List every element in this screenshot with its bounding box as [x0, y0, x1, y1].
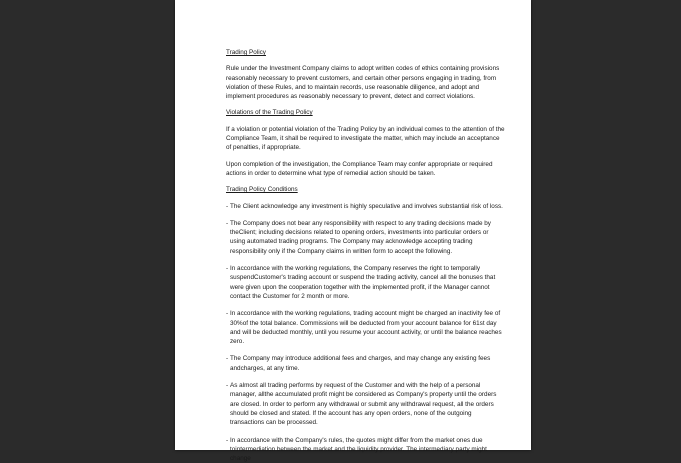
bullet-dash: - [226, 436, 230, 463]
condition-item [226, 202, 505, 211]
page-content [226, 48, 505, 463]
condition-text: The Client acknowledge any investment is highly speculative and involves substantial risk of loss. [230, 202, 505, 211]
section-heading-violations: Violations of the Trading Policy [226, 108, 505, 117]
condition-item [226, 219, 505, 256]
bullet-dash: - [226, 309, 230, 346]
bullet-dash: - [226, 264, 230, 301]
condition-text: In accordance with the Company's rules, the quotes might differ from the market ones due tointermediation between the market and the liquidity provider. The intermediary party might change [230, 436, 505, 463]
condition-item [226, 264, 505, 301]
bullet-dash: - [226, 219, 230, 256]
condition-text: In accordance with the working regulations, trading account might be charged an inactivity fee of 30%of the total balance. Commissions will be deducted from your account balance for 61st day and will be deducted monthly, until you resume your account activity, or until the balance reaches zero. [230, 309, 505, 346]
condition-item [226, 436, 505, 463]
condition-text: In accordance with the working regulations, the Company reserves the right to temporally suspendCustomer's trading account or suspend the trading activity, cancel all the bonuses that were given upon the cooperation together with the implemented profit, if the Manager cannot contact the Customer for 2 month or more. [230, 264, 505, 301]
bullet-dash: - [226, 354, 230, 373]
violations-paragraph-1: If a violation or potential violation of the Trading Policy by an individual comes to the attention of the Compliance Team, it shall be required to investigate the matter, which may include an acceptance of penalties, if appropriate. [226, 125, 505, 153]
condition-text: The Company may introduce additional fees and charges, and may change any existing fees andcharges, at any time. [230, 354, 505, 373]
condition-item [226, 354, 505, 373]
document-page [175, 0, 531, 450]
section-heading-trading-policy: Trading Policy [226, 48, 505, 57]
trading-policy-paragraph: Rule under the Investment Company claims to adopt written codes of ethics containing provisions reasonably necessary to prevent customers, and certain other persons engaging in trading, from violation of these Rules, and to maintain records, use reasonable diligence, and adopt and implement procedures as reasonably necessary to prevent, detect and correct violations. [226, 64, 505, 101]
condition-item [226, 309, 505, 346]
section-heading-conditions: Trading Policy Conditions [226, 185, 505, 194]
bullet-dash: - [226, 202, 230, 211]
bullet-dash: - [226, 381, 230, 427]
condition-text: The Company does not bear any responsibility with respect to any trading decisions made by theClient; including decisions related to opening orders, investments into particular orders or using automated trading programs. The Company may acknowledge accepting trading responsibility only if the Company claims in written form to accept the following. [230, 219, 505, 256]
violations-paragraph-2: Upon completion of the investigation, the Compliance Team may confer appropriate or required actions in order to determine what type of remedial action should be taken. [226, 160, 505, 179]
condition-text: As almost all trading performs by request of the Customer and with the help of a personal manager, allthe accumulated profit might be considered as Company's property until the orders are closed. In order to perform any withdrawal or submit any withdrawal request, all the orders should be closed and stated. If the account has any open orders, none of the outgoing transactions can be processed. [230, 381, 505, 427]
condition-item [226, 381, 505, 427]
